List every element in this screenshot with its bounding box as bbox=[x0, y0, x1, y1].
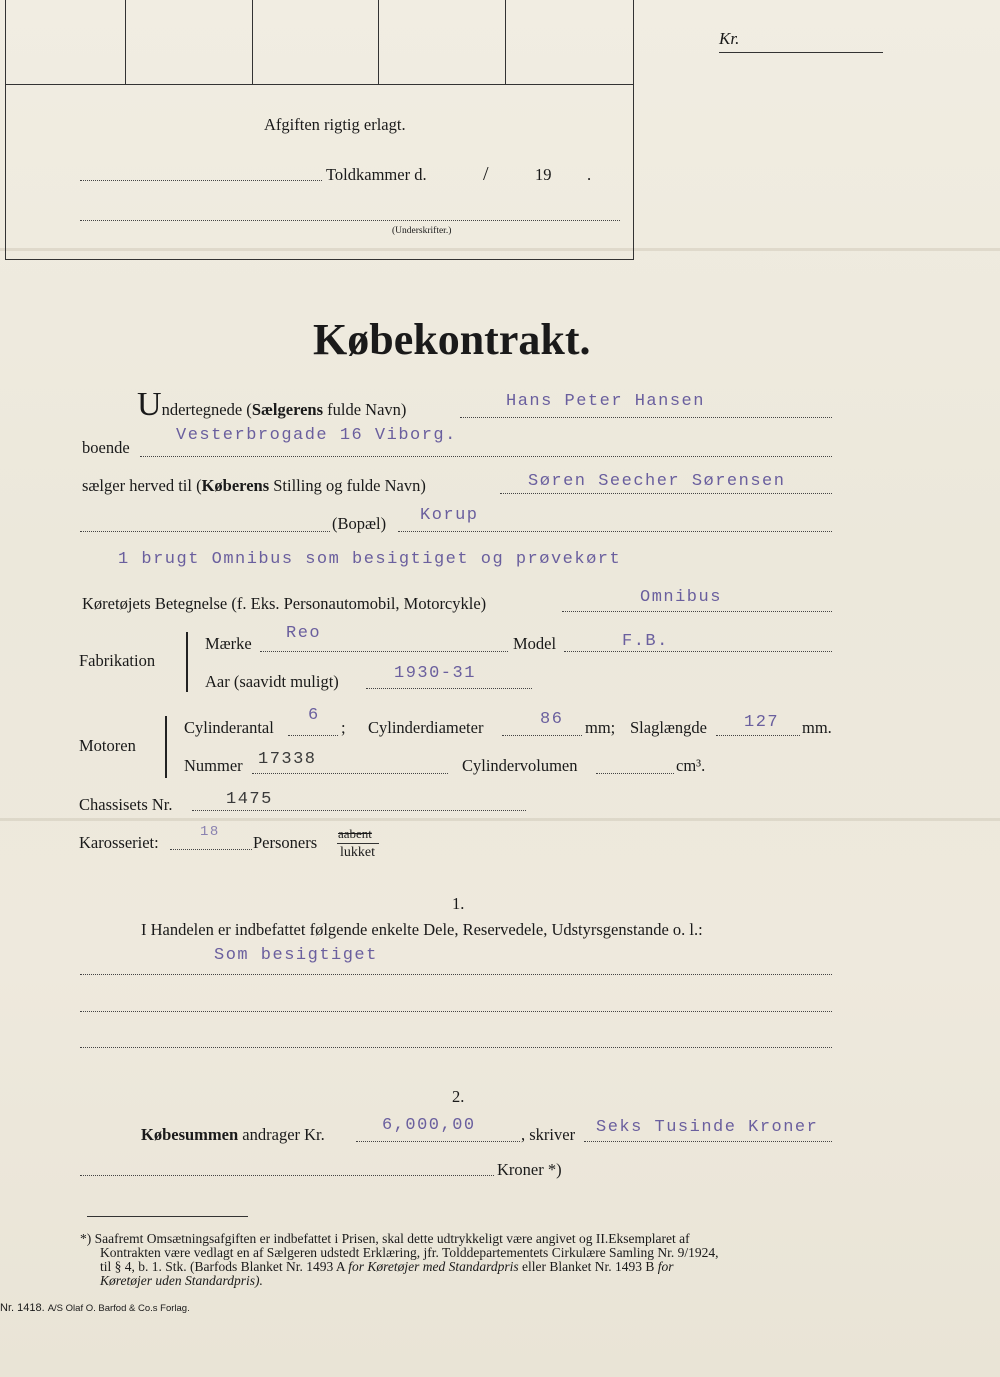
date-slash: / bbox=[483, 163, 489, 185]
boende-label: boende bbox=[82, 438, 130, 457]
publisher: A/S Olaf O. Barfod & Co.s Forlag. bbox=[47, 1303, 190, 1314]
personers-label: Personers bbox=[253, 833, 318, 852]
buyer-name-value: Søren Seecher Sørensen bbox=[528, 472, 786, 491]
underskrifter-label: (Underskrifter.) bbox=[392, 226, 452, 236]
motoren-brace bbox=[165, 716, 167, 778]
bopael-value: Korup bbox=[420, 506, 479, 525]
model-label: Model bbox=[513, 634, 557, 653]
semicolon: ; bbox=[341, 718, 346, 737]
afgift-label: Afgiften rigtig erlagt. bbox=[264, 115, 406, 134]
saelger-label: sælger herved til (Køberens Stilling og fulde Navn) bbox=[82, 476, 426, 495]
cylinderdiameter-label: Cylinderdiameter bbox=[368, 718, 484, 737]
footnote-line-1: *) Saafremt Omsætningsafgiften er indbefattet i Prisen, skal dette udtrykkeligt være angivet og II.Eksemplaret af bbox=[80, 1231, 690, 1246]
form-number: Nr. 1418. bbox=[0, 1302, 45, 1314]
cylindervolumen-label: Cylindervolumen bbox=[462, 756, 578, 775]
aar-value: 1930-31 bbox=[394, 664, 476, 683]
nummer-label: Nummer bbox=[184, 756, 243, 775]
kr-line bbox=[719, 52, 883, 53]
paper-fold bbox=[0, 818, 1000, 821]
section-1-text: I Handelen er indbefattet følgende enkelte Dele, Reservedele, Udstyrsgenstande o. l.: bbox=[141, 920, 703, 939]
chassis-label: Chassisets Nr. bbox=[79, 795, 173, 814]
footnote-rule bbox=[87, 1216, 248, 1217]
karosseriet-value: 18 bbox=[200, 824, 220, 840]
mm-label-1: mm; bbox=[585, 718, 616, 737]
seller-name-value: Hans Peter Hansen bbox=[506, 392, 705, 411]
cm3-label: cm³. bbox=[676, 756, 706, 775]
footnote-line-4: Køretøjer uden Standardpris). bbox=[100, 1273, 263, 1288]
karosseriet-label: Karosseriet: bbox=[79, 833, 159, 852]
chassis-value: 1475 bbox=[226, 790, 273, 809]
undertegnede-label: Undertegnede (Sælgerens fulde Navn) bbox=[137, 386, 407, 423]
footnote-line-3: til § 4, b. 1. Stk. (Barfods Blanket Nr. 1493 A for Køretøjer med Standardpris eller Blanket Nr. 1493 B for bbox=[100, 1259, 674, 1274]
vehicle-description: 1 brugt Omnibus som besigtiget og prøvekørt bbox=[118, 550, 622, 569]
section-1-number: 1. bbox=[452, 894, 465, 913]
slaglaengde-value: 127 bbox=[744, 713, 780, 732]
document-title: Købekontrakt. bbox=[313, 315, 591, 364]
toldkammer-label: Toldkammer d. bbox=[326, 165, 427, 184]
koretoj-value: Omnibus bbox=[640, 588, 722, 607]
koretoj-label: Køretøjets Betegnelse (f. Eks. Personautomobil, Motorcykle) bbox=[82, 594, 487, 613]
imprint bbox=[0, 1302, 190, 1314]
cylinderantal-value: 6 bbox=[308, 706, 320, 725]
fabrikation-brace bbox=[186, 632, 188, 692]
kobesum-value: 6,000,00 bbox=[382, 1116, 476, 1135]
section-1-value: Som besigtiget bbox=[214, 946, 378, 965]
kroner-label: Kroner *) bbox=[497, 1160, 562, 1179]
bopael-label: (Bopæl) bbox=[332, 514, 387, 533]
kobesum-label: Købesummen andrager Kr. bbox=[141, 1125, 325, 1144]
year-prefix: 19 bbox=[535, 165, 552, 184]
maerke-label: Mærke bbox=[205, 634, 252, 653]
boende-value: Vesterbrogade 16 Viborg. bbox=[176, 426, 457, 445]
skriver-value: Seks Tusinde Kroner bbox=[596, 1118, 819, 1137]
aabent-option: aabent bbox=[338, 826, 372, 841]
cylinderantal-label: Cylinderantal bbox=[184, 718, 274, 737]
model-value: F.B. bbox=[622, 632, 669, 651]
mm-label-2: mm. bbox=[802, 718, 832, 737]
year-dot: . bbox=[587, 165, 592, 184]
fabrikation-label: Fabrikation bbox=[79, 651, 156, 670]
maerke-value: Reo bbox=[286, 624, 322, 643]
slaglaengde-label: Slaglængde bbox=[630, 718, 707, 737]
cylinderdiameter-value: 86 bbox=[540, 710, 564, 729]
nummer-value: 17338 bbox=[258, 750, 317, 769]
motoren-label: Motoren bbox=[79, 736, 136, 755]
drop-cap: U bbox=[137, 386, 162, 423]
aar-label: Aar (saavidt muligt) bbox=[205, 672, 339, 691]
section-2-number: 2. bbox=[452, 1087, 465, 1106]
paper-fold bbox=[0, 248, 1000, 251]
footnote-line-2: Kontrakten være vedlagt en af Sælgeren udstedt Erklæring, jfr. Tolddepartementets Cirkulære Samling Nr. 9/1924, bbox=[100, 1245, 719, 1260]
skriver-label: , skriver bbox=[521, 1125, 576, 1144]
kr-label: Kr. bbox=[719, 29, 740, 48]
lukket-option: lukket bbox=[340, 845, 375, 860]
